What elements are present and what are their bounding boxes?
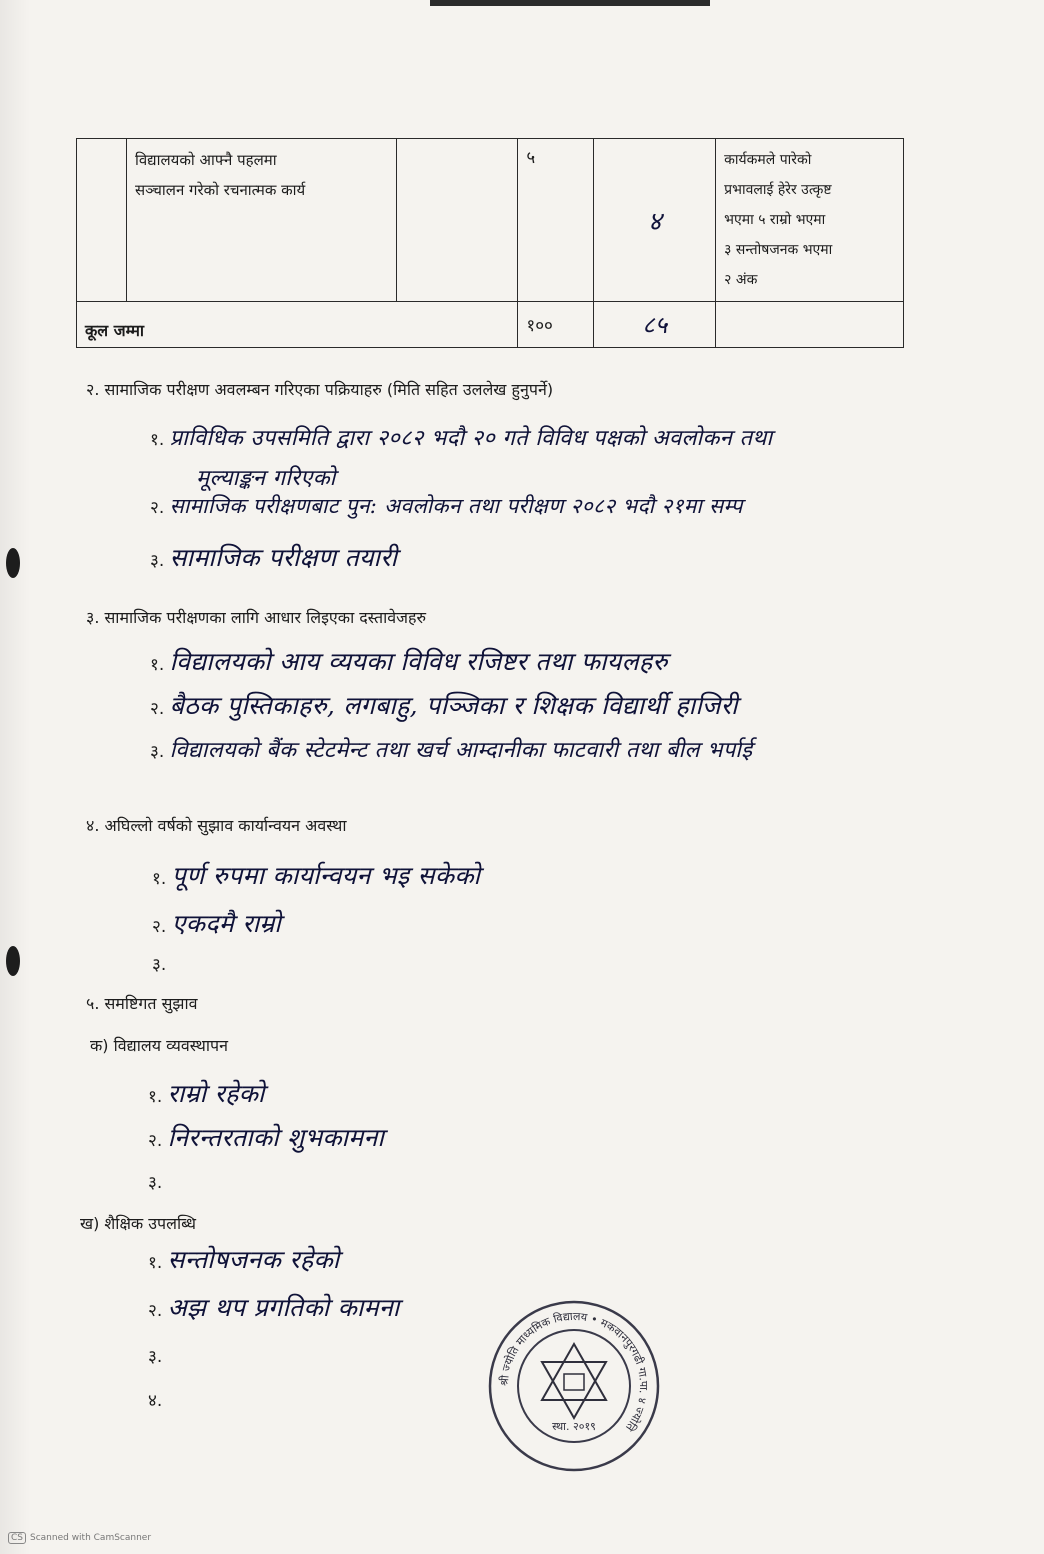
list-item: १. विद्यालयको आय व्ययका विविध रजिष्टर तथा फायलहरु bbox=[150, 647, 668, 676]
total-obtained: ८५ bbox=[594, 302, 716, 348]
blank-cell bbox=[396, 139, 518, 302]
school-seal-stamp bbox=[484, 1296, 664, 1476]
list-item: मूल्याङ्कन गरिएको bbox=[196, 466, 336, 491]
list-item: १. राम्रो रहेको bbox=[148, 1079, 265, 1108]
total-label: कूल जम्मा bbox=[77, 302, 518, 348]
remarks-cell: कार्यकमले पारेको प्रभावलाई हेरेर उत्कृष्ट भएमा ५ राम्रो भएमा ३ सन्तोषजनक भएमा २ अंक bbox=[716, 139, 904, 302]
list-item: २. अझ थप प्रगतिको कामना bbox=[148, 1293, 400, 1322]
list-item: १. सन्तोषजनक रहेको bbox=[148, 1245, 340, 1274]
sub-a-heading: क) विद्यालय व्यवस्थापन bbox=[90, 1036, 228, 1055]
scanner-watermark: CS Scanned with CamScanner bbox=[8, 1532, 151, 1544]
list-item: २. सामाजिक परीक्षणबाट पुन: अवलोकन तथा परीक्षण २०८२ भदौ २१मा सम्प bbox=[150, 494, 743, 518]
punch-hole bbox=[6, 946, 20, 976]
marks-table bbox=[76, 138, 904, 348]
sn-cell bbox=[77, 139, 127, 302]
list-item: ३. bbox=[148, 1173, 163, 1193]
section-3-heading: ३. सामाजिक परीक्षणका लागि आधार लिइएका दस्तावेजहरु bbox=[86, 608, 427, 627]
list-item: २. बैठक पुस्तिकाहरु, लगबाहु, पञ्जिका र शिक्षक विद्यार्थी हाजिरी bbox=[150, 691, 738, 720]
list-item: ४. bbox=[148, 1391, 163, 1411]
list-item: १. पूर्ण रुपमा कार्यान्वयन भइ सकेको bbox=[152, 861, 481, 890]
list-item: १. प्राविधिक उपसमिति द्वारा २०८२ भदौ २० गते विविध पक्षको अवलोकन तथा bbox=[150, 426, 773, 451]
total-full: १०० bbox=[518, 302, 594, 348]
scan-top-shadow bbox=[430, 0, 710, 6]
seal-center-text: स्था. २०१९ bbox=[552, 1420, 596, 1433]
list-item: ३. bbox=[152, 955, 167, 975]
list-item: ३. सामाजिक परीक्षण तयारी bbox=[150, 543, 398, 572]
section-4-heading: ४. अघिल्लो वर्षको सुझाव कार्यान्वयन अवस्था bbox=[86, 816, 347, 835]
table-row bbox=[77, 139, 904, 302]
activity-cell: विद्यालयको आफ्नै पहलमा सञ्चालन गरेको रचनात्मक कार्य bbox=[126, 139, 396, 302]
sub-b-heading: ख) शैक्षिक उपलब्धि bbox=[80, 1214, 196, 1233]
list-item: ३. bbox=[148, 1347, 163, 1367]
obtained-marks-cell: ४ bbox=[594, 139, 716, 302]
list-item: २. एकदमै राम्रो bbox=[152, 909, 282, 938]
punch-hole bbox=[6, 548, 20, 578]
total-row bbox=[77, 302, 904, 348]
total-remarks bbox=[716, 302, 904, 348]
seal-ring-text: श्री ज्योति माध्यमिक विद्यालय • मकवानपुरगढी गा.पा. ४ ज्योति bbox=[497, 1309, 651, 1434]
list-item: ३. विद्यालयको बैंक स्टेटमेन्ट तथा खर्च आम्दानीका फाटवारी तथा बील भर्पाई bbox=[150, 738, 753, 763]
section-5-heading: ५. समष्टिगत सुझाव bbox=[86, 994, 198, 1013]
section-2-heading: २. सामाजिक परीक्षण अवलम्बन गरिएका पक्रियाहरु (मिति सहित उललेख हुनुपर्ने) bbox=[86, 380, 554, 399]
camscanner-logo: CS bbox=[8, 1532, 26, 1544]
list-item: २. निरन्तरताको शुभकामना bbox=[148, 1123, 385, 1152]
full-marks-cell: ५ bbox=[518, 139, 594, 302]
